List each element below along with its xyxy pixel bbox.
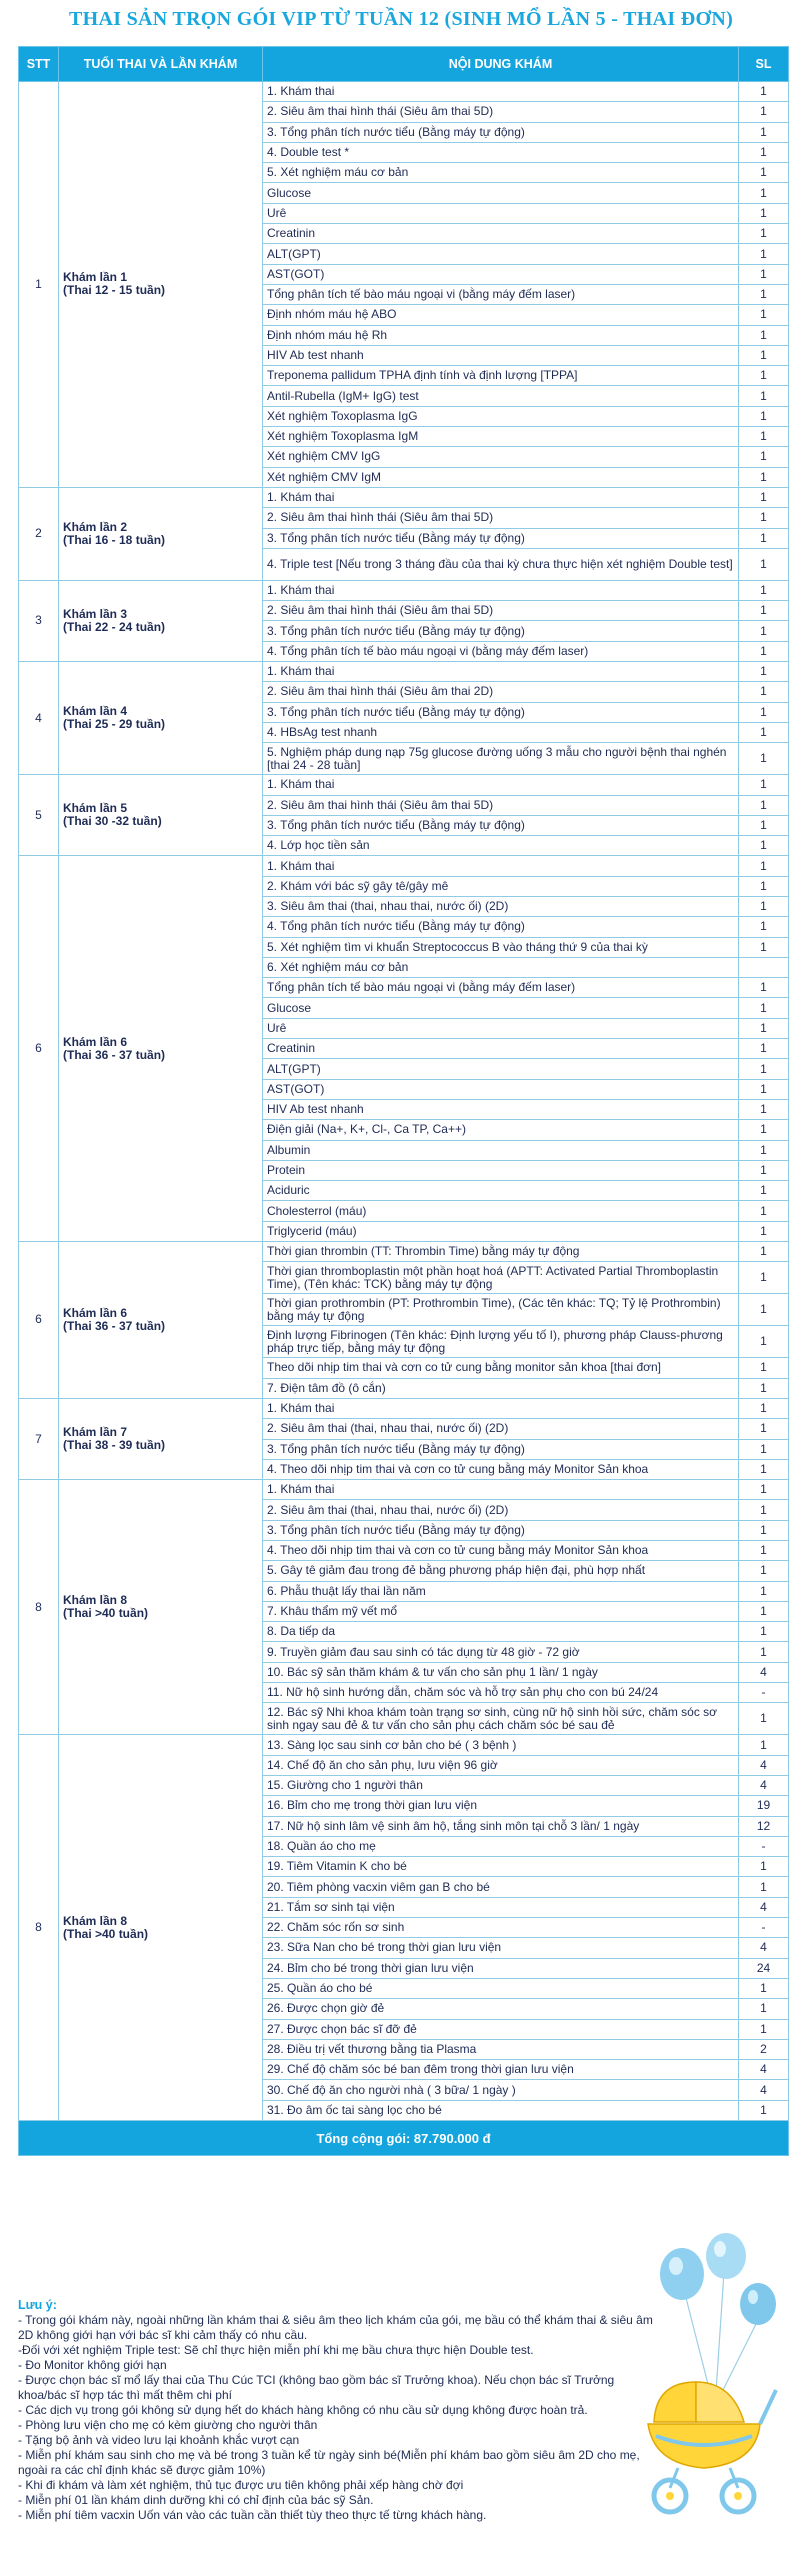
exam-item: 2. Siêu âm thai hình thái (Siêu âm thai 2D) bbox=[263, 682, 739, 702]
baby-carriage-icon bbox=[626, 2232, 786, 2532]
exam-quantity: 1 bbox=[739, 548, 789, 580]
visit-stage bbox=[59, 856, 263, 1242]
exam-item: HIV Ab test nhanh bbox=[263, 345, 739, 365]
exam-item: 8. Da tiếp da bbox=[263, 1622, 739, 1642]
exam-quantity: 4 bbox=[739, 1775, 789, 1795]
note-item: - Tặng bộ ảnh và video lưu lại khoảnh khắc vượt cạn bbox=[18, 2433, 300, 2447]
exam-quantity: 1 bbox=[739, 1120, 789, 1140]
exam-quantity: 1 bbox=[739, 467, 789, 487]
exam-item: Định nhóm máu hệ Rh bbox=[263, 325, 739, 345]
table-row bbox=[19, 1480, 789, 1500]
notes-list bbox=[18, 2313, 658, 2523]
exam-item: HIV Ab test nhanh bbox=[263, 1099, 739, 1119]
exam-quantity: 1 bbox=[739, 1735, 789, 1755]
header-sl: SL bbox=[739, 47, 789, 82]
exam-item: 4. Theo dõi nhịp tim thai và cơn co tử cung bằng máy Monitor Sản khoa bbox=[263, 1459, 739, 1479]
visit-title: Khám lần 8 bbox=[63, 1593, 128, 1608]
exam-item: 25. Quần áo cho bé bbox=[263, 1978, 739, 1998]
exam-quantity: 12 bbox=[739, 1816, 789, 1836]
exam-item: 3. Tổng phân tích nước tiểu (Bằng máy tự động) bbox=[263, 702, 739, 722]
header-content: NỘI DUNG KHÁM bbox=[263, 47, 739, 82]
exam-item: 15. Giường cho 1 người thân bbox=[263, 1775, 739, 1795]
exam-quantity: 1 bbox=[739, 621, 789, 641]
exam-item: 4. Tổng phân tích nước tiểu (Bằng máy tự động) bbox=[263, 917, 739, 937]
exam-item: 1. Khám thai bbox=[263, 1398, 739, 1418]
exam-item: 5. Nghiệm pháp dung nạp 75g glucose đường uống 3 mẫu cho người bệnh thai nghén [thai 24 - 28 tuần] bbox=[263, 743, 739, 775]
exam-quantity: 1 bbox=[739, 917, 789, 937]
table-row bbox=[19, 1242, 789, 1262]
visit-stage bbox=[59, 1735, 263, 2121]
table-row bbox=[19, 856, 789, 876]
exam-item: Creatinin bbox=[263, 224, 739, 244]
exam-quantity: 1 bbox=[739, 1378, 789, 1398]
visit-title: Khám lần 6 bbox=[63, 1305, 128, 1320]
exam-item: Triglycerid (máu) bbox=[263, 1221, 739, 1241]
exam-item: AST(GOT) bbox=[263, 1079, 739, 1099]
exam-item: 4. Triple test [Nếu trong 3 tháng đầu của thai kỳ chưa thực hiện xét nghiệm Double test] bbox=[263, 548, 739, 580]
exam-item: Creatinin bbox=[263, 1039, 739, 1059]
page-title: THAI SẢN TRỌN GÓI VIP TỪ TUẦN 12 (SINH MỔ LẦN 5 - THAI ĐƠN) bbox=[68, 8, 734, 30]
exam-item: 2. Siêu âm thai hình thái (Siêu âm thai 5D) bbox=[263, 102, 739, 122]
exam-quantity: 1 bbox=[739, 183, 789, 203]
exam-quantity: 1 bbox=[739, 345, 789, 365]
header-stt: STT bbox=[19, 47, 59, 82]
exam-quantity: 1 bbox=[739, 1703, 789, 1735]
exam-item: 2. Siêu âm thai hình thái (Siêu âm thai 5D) bbox=[263, 601, 739, 621]
visit-week-range: (Thai 30 -32 tuần) bbox=[63, 814, 162, 829]
exam-quantity: 1 bbox=[739, 702, 789, 722]
exam-item: 14. Chế độ ăn cho sản phụ, lưu viện 96 giờ bbox=[263, 1755, 739, 1775]
table-header-row bbox=[19, 47, 789, 82]
exam-item: 3. Tổng phân tích nước tiểu (Bằng máy tự động) bbox=[263, 1439, 739, 1459]
exam-item: 21. Tắm sơ sinh tại viện bbox=[263, 1897, 739, 1917]
table-row bbox=[19, 1735, 789, 1755]
row-number: 7 bbox=[19, 1398, 59, 1479]
exam-quantity: 1 bbox=[739, 1039, 789, 1059]
exam-quantity: 1 bbox=[739, 142, 789, 162]
exam-item: 3. Tổng phân tích nước tiểu (Bằng máy tự động) bbox=[263, 621, 739, 641]
exam-item: 18. Quần áo cho mẹ bbox=[263, 1836, 739, 1856]
exam-item: Thời gian prothrombin (PT: Prothrombin Time), (Các tên khác: TQ; Tỷ lệ Prothrombin) bằng máy tự động bbox=[263, 1294, 739, 1326]
exam-quantity: 1 bbox=[739, 1294, 789, 1326]
visit-stage bbox=[59, 580, 263, 661]
exam-item: 1. Khám thai bbox=[263, 580, 739, 600]
exam-item: 6. Xét nghiệm máu cơ bản bbox=[263, 957, 739, 977]
exam-item: Tổng phân tích tế bào máu ngoại vi (bằng máy đếm laser) bbox=[263, 978, 739, 998]
exam-quantity: 1 bbox=[739, 743, 789, 775]
exam-quantity: 1 bbox=[739, 896, 789, 916]
exam-quantity: 1 bbox=[739, 1242, 789, 1262]
visit-title: Khám lần 6 bbox=[63, 1034, 128, 1049]
exam-quantity: 1 bbox=[739, 722, 789, 742]
exam-quantity: 1 bbox=[739, 978, 789, 998]
exam-item: Urê bbox=[263, 1018, 739, 1038]
exam-quantity: 4 bbox=[739, 2080, 789, 2100]
exam-quantity: 1 bbox=[739, 2019, 789, 2039]
note-item: - Miễn phí 01 lần khám dinh dưỡng khi có chỉ định của bác sỹ Sản. bbox=[18, 2493, 374, 2507]
exam-item: Thời gian thrombin (TT: Thrombin Time) bằng máy tự động bbox=[263, 1242, 739, 1262]
exam-quantity: 1 bbox=[739, 1079, 789, 1099]
exam-item: Điện giải (Na+, K+, Cl-, Ca TP, Ca++) bbox=[263, 1120, 739, 1140]
exam-item: 3. Tổng phân tích nước tiểu (Bằng máy tự động) bbox=[263, 528, 739, 548]
exam-quantity: 1 bbox=[739, 662, 789, 682]
total-row bbox=[19, 2121, 789, 2156]
exam-item: 11. Nữ hộ sinh hướng dẫn, chăm sóc và hỗ trợ sản phụ cho con bú 24/24 bbox=[263, 1683, 739, 1703]
exam-item: 26. Được chọn giờ đẻ bbox=[263, 1999, 739, 2019]
exam-quantity: 1 bbox=[739, 427, 789, 447]
package-table bbox=[18, 46, 789, 2156]
exam-item: 4. Lớp học tiền sản bbox=[263, 836, 739, 856]
exam-item: Antil-Rubella (IgM+ IgG) test bbox=[263, 386, 739, 406]
exam-item: 2. Siêu âm thai hình thái (Siêu âm thai 5D) bbox=[263, 795, 739, 815]
exam-item: 1. Khám thai bbox=[263, 662, 739, 682]
exam-quantity: 1 bbox=[739, 1857, 789, 1877]
notes-title: Lưu ý: bbox=[18, 2298, 57, 2312]
exam-quantity: - bbox=[739, 1918, 789, 1938]
exam-quantity: 1 bbox=[739, 1541, 789, 1561]
exam-quantity: 1 bbox=[739, 1099, 789, 1119]
exam-item: 2. Khám với bác sỹ gây tê/gây mê bbox=[263, 876, 739, 896]
table-row bbox=[19, 1398, 789, 1418]
visit-week-range: (Thai 16 - 18 tuần) bbox=[63, 532, 166, 547]
exam-item: 1. Khám thai bbox=[263, 856, 739, 876]
exam-item: 3. Tổng phân tích nước tiểu (Bằng máy tự động) bbox=[263, 1520, 739, 1540]
exam-item: 16. Bỉm cho mẹ trong thời gian lưu viện bbox=[263, 1796, 739, 1816]
exam-item: Albumin bbox=[263, 1140, 739, 1160]
exam-quantity: - bbox=[739, 1683, 789, 1703]
exam-quantity: 1 bbox=[739, 2100, 789, 2120]
row-number: 1 bbox=[19, 82, 59, 488]
exam-quantity: 1 bbox=[739, 815, 789, 835]
row-number: 8 bbox=[19, 1480, 59, 1735]
exam-quantity: 1 bbox=[739, 856, 789, 876]
exam-item: Xét nghiệm CMV IgG bbox=[263, 447, 739, 467]
exam-quantity: 4 bbox=[739, 1755, 789, 1775]
exam-quantity: 4 bbox=[739, 1662, 789, 1682]
exam-item: Định nhóm máu hệ ABO bbox=[263, 305, 739, 325]
visit-stage bbox=[59, 662, 263, 775]
table-row bbox=[19, 82, 789, 102]
visit-stage bbox=[59, 775, 263, 856]
exam-item: Glucose bbox=[263, 998, 739, 1018]
exam-item: 3. Tổng phân tích nước tiểu (Bằng máy tự động) bbox=[263, 122, 739, 142]
exam-quantity: 1 bbox=[739, 163, 789, 183]
exam-item: 7. Điện tâm đồ (ô cắn) bbox=[263, 1378, 739, 1398]
exam-quantity: 1 bbox=[739, 406, 789, 426]
visit-stage bbox=[59, 487, 263, 580]
exam-item: Aciduric bbox=[263, 1181, 739, 1201]
exam-item: 4. HBsAg test nhanh bbox=[263, 722, 739, 742]
exam-item: 30. Chế độ ăn cho người nhà ( 3 bữa/ 1 ngày ) bbox=[263, 2080, 739, 2100]
exam-item: 22. Chăm sóc rốn sơ sinh bbox=[263, 1918, 739, 1938]
exam-quantity: 1 bbox=[739, 1480, 789, 1500]
exam-quantity: 1 bbox=[739, 876, 789, 896]
exam-quantity: 1 bbox=[739, 1326, 789, 1358]
table-row bbox=[19, 487, 789, 507]
exam-quantity: 1 bbox=[739, 487, 789, 507]
exam-item: 13. Sàng lọc sau sinh cơ bản cho bé ( 3 bệnh ) bbox=[263, 1735, 739, 1755]
exam-quantity bbox=[739, 957, 789, 977]
visit-week-range: (Thai 25 - 29 tuần) bbox=[63, 717, 166, 732]
row-number: 8 bbox=[19, 1735, 59, 2121]
balloon-icon bbox=[706, 2233, 746, 2279]
visit-title: Khám lần 8 bbox=[63, 1913, 128, 1928]
table-row bbox=[19, 662, 789, 682]
exam-quantity: 1 bbox=[739, 386, 789, 406]
row-number: 3 bbox=[19, 580, 59, 661]
total-price: Tổng cộng gói: 87.790.000 đ bbox=[19, 2121, 789, 2156]
exam-quantity: 4 bbox=[739, 2060, 789, 2080]
exam-item: 23. Sữa Nan cho bé trong thời gian lưu viện bbox=[263, 1938, 739, 1958]
exam-item: 4. Tổng phân tích tế bào máu ngoại vi (bằng máy đếm laser) bbox=[263, 641, 739, 661]
exam-quantity: 1 bbox=[739, 1059, 789, 1079]
visit-week-range: (Thai 36 - 37 tuần) bbox=[63, 1318, 166, 1333]
note-item: - Miễn phí tiêm vacxin Uốn ván vào các tuần cần thiết tùy theo thực tế từng khách hàng. bbox=[18, 2508, 487, 2522]
visit-week-range: (Thai 38 - 39 tuần) bbox=[63, 1438, 166, 1453]
balloon-icon bbox=[740, 2283, 776, 2325]
exam-item: Urê bbox=[263, 203, 739, 223]
exam-quantity: - bbox=[739, 1836, 789, 1856]
visit-week-range: (Thai 36 - 37 tuần) bbox=[63, 1047, 166, 1062]
exam-quantity: 1 bbox=[739, 580, 789, 600]
exam-item: Định lượng Fibrinogen (Tên khác: Định lượng yếu tố I), phương pháp Clauss-phương pháp trực tiếp, bằng máy tự động bbox=[263, 1326, 739, 1358]
exam-item: 1. Khám thai bbox=[263, 1480, 739, 1500]
exam-item: 5. Xét nghiệm máu cơ bản bbox=[263, 163, 739, 183]
exam-quantity: 1 bbox=[739, 1520, 789, 1540]
exam-item: 9. Truyền giảm đau sau sinh có tác dụng từ 48 giờ - 72 giờ bbox=[263, 1642, 739, 1662]
exam-item: 5. Xét nghiệm tìm vi khuẩn Streptococcus B vào tháng thứ 9 của thai kỳ bbox=[263, 937, 739, 957]
exam-quantity: 1 bbox=[739, 366, 789, 386]
notes-section bbox=[18, 2298, 658, 2523]
exam-item: ALT(GPT) bbox=[263, 244, 739, 264]
exam-quantity: 1 bbox=[739, 224, 789, 244]
exam-quantity: 1 bbox=[739, 82, 789, 102]
exam-quantity: 1 bbox=[739, 1978, 789, 1998]
exam-item: 12. Bác sỹ Nhi khoa khám toàn trạng sơ sinh, cùng nữ hộ sinh hồi sức, chăm sóc sơ sinh ngay sau đẻ & tư vấn cho sản phụ cách chăm sóc bé sau đẻ bbox=[263, 1703, 739, 1735]
exam-quantity: 1 bbox=[739, 1999, 789, 2019]
exam-quantity: 1 bbox=[739, 1561, 789, 1581]
visit-stage bbox=[59, 82, 263, 488]
visit-title: Khám lần 5 bbox=[63, 801, 128, 816]
exam-quantity: 1 bbox=[739, 1018, 789, 1038]
visit-week-range: (Thai >40 tuần) bbox=[63, 1606, 149, 1621]
exam-item: 24. Bỉm cho bé trong thời gian lưu viện bbox=[263, 1958, 739, 1978]
exam-quantity: 4 bbox=[739, 1938, 789, 1958]
exam-quantity: 1 bbox=[739, 601, 789, 621]
exam-quantity: 1 bbox=[739, 325, 789, 345]
row-number: 5 bbox=[19, 775, 59, 856]
exam-item: 4. Double test * bbox=[263, 142, 739, 162]
exam-quantity: 1 bbox=[739, 775, 789, 795]
exam-item: ALT(GPT) bbox=[263, 1059, 739, 1079]
visit-stage bbox=[59, 1480, 263, 1735]
header-stage: TUỔI THAI VÀ LẦN KHÁM bbox=[59, 47, 263, 82]
exam-quantity: 1 bbox=[739, 1581, 789, 1601]
exam-item: 6. Phẫu thuật lấy thai lần năm bbox=[263, 1581, 739, 1601]
exam-item: 31. Đo âm ốc tai sàng lọc cho bé bbox=[263, 2100, 739, 2120]
visit-stage bbox=[59, 1398, 263, 1479]
exam-item: Cholesterrol (máu) bbox=[263, 1201, 739, 1221]
exam-quantity: 1 bbox=[739, 528, 789, 548]
exam-item: 10. Bác sỹ sản thăm khám & tư vấn cho sản phụ 1 lần/ 1 ngày bbox=[263, 1662, 739, 1682]
note-item: - Được chọn bác sĩ mổ lấy thai của Thu Cúc TCI (không bao gồm bác sĩ Trưởng khoa). Nếu chọn bác sĩ Trưởng khoa/bác sĩ hợp tác thì mất thêm chi phí bbox=[18, 2373, 615, 2402]
exam-quantity: 1 bbox=[739, 795, 789, 815]
exam-item: 7. Khâu thẩm mỹ vết mổ bbox=[263, 1601, 739, 1621]
visit-week-range: (Thai >40 tuần) bbox=[63, 1926, 149, 1941]
exam-quantity: 1 bbox=[739, 1877, 789, 1897]
note-item: - Đo Monitor không giới hạn bbox=[18, 2358, 167, 2372]
exam-item: Thời gian thromboplastin một phần hoạt hoá (APTT: Activated Partial Thromboplastin Time), (Tên khác: TCK) bằng máy tự động bbox=[263, 1262, 739, 1294]
exam-quantity: 1 bbox=[739, 284, 789, 304]
exam-quantity: 1 bbox=[739, 1622, 789, 1642]
exam-quantity: 1 bbox=[739, 1398, 789, 1418]
exam-item: 29. Chế độ chăm sóc bé ban đêm trong thời gian lưu viện bbox=[263, 2060, 739, 2080]
table-row bbox=[19, 775, 789, 795]
row-number: 4 bbox=[19, 662, 59, 775]
exam-item: 1. Khám thai bbox=[263, 775, 739, 795]
exam-item: 2. Siêu âm thai hình thái (Siêu âm thai 5D) bbox=[263, 508, 739, 528]
exam-quantity: 1 bbox=[739, 1181, 789, 1201]
exam-item: Xét nghiệm CMV IgM bbox=[263, 467, 739, 487]
exam-quantity: 1 bbox=[739, 998, 789, 1018]
exam-quantity: 1 bbox=[739, 508, 789, 528]
exam-item: 1. Khám thai bbox=[263, 82, 739, 102]
exam-quantity: 1 bbox=[739, 1140, 789, 1160]
exam-item: 3. Siêu âm thai (thai, nhau thai, nước ối) (2D) bbox=[263, 896, 739, 916]
exam-quantity: 1 bbox=[739, 1419, 789, 1439]
exam-quantity: 1 bbox=[739, 1221, 789, 1241]
note-item: - Miễn phí khám sau sinh cho mẹ và bé trong 3 tuần kể từ ngày sinh bé(Miễn phí khám bao gồm siêu âm 2D cho mẹ, ngoài ra các chỉ định khác sẽ được giảm 10%) bbox=[18, 2448, 640, 2477]
exam-quantity: 1 bbox=[739, 1439, 789, 1459]
visit-title: Khám lần 2 bbox=[63, 519, 128, 534]
exam-quantity: 1 bbox=[739, 937, 789, 957]
exam-quantity: 2 bbox=[739, 2039, 789, 2059]
exam-quantity: 1 bbox=[739, 305, 789, 325]
exam-quantity: 1 bbox=[739, 122, 789, 142]
exam-item: 2. Siêu âm thai (thai, nhau thai, nước ối) (2D) bbox=[263, 1500, 739, 1520]
exam-item: Protein bbox=[263, 1160, 739, 1180]
visit-week-range: (Thai 12 - 15 tuần) bbox=[63, 283, 166, 298]
exam-quantity: 1 bbox=[739, 102, 789, 122]
exam-quantity: 1 bbox=[739, 244, 789, 264]
baby-carriage-illustration bbox=[626, 2232, 786, 2532]
note-item: -Đối với xét nghiệm Triple test: Sẽ chỉ thực hiện miễn phí khi mẹ bầu chưa thực hiện Double test. bbox=[18, 2343, 534, 2357]
note-item: - Phòng lưu viện cho mẹ có kèm giường cho người thân bbox=[18, 2418, 318, 2432]
exam-item: Treponema pallidum TPHA định tính và định lượng [TPPA] bbox=[263, 366, 739, 386]
visit-title: Khám lần 7 bbox=[63, 1425, 128, 1440]
balloon-icon bbox=[660, 2248, 704, 2300]
table-row bbox=[19, 580, 789, 600]
exam-item: 5. Gây tê giảm đau trong đẻ bằng phương pháp hiện đại, phù hợp nhất bbox=[263, 1561, 739, 1581]
exam-quantity: 1 bbox=[739, 447, 789, 467]
exam-item: Glucose bbox=[263, 183, 739, 203]
note-item: - Các dịch vụ trong gói không sử dụng hết do khách hàng không có nhu cầu sử dụng không được hoàn trả. bbox=[18, 2403, 588, 2417]
exam-quantity: 1 bbox=[739, 682, 789, 702]
table-body bbox=[19, 82, 789, 2121]
exam-item: Tổng phân tích tế bào máu ngoại vi (bằng máy đếm laser) bbox=[263, 284, 739, 304]
exam-item: 27. Được chọn bác sĩ đỡ đẻ bbox=[263, 2019, 739, 2039]
exam-quantity: 1 bbox=[739, 1642, 789, 1662]
exam-item: 2. Siêu âm thai (thai, nhau thai, nước ối) (2D) bbox=[263, 1419, 739, 1439]
exam-item: Xét nghiệm Toxoplasma IgG bbox=[263, 406, 739, 426]
exam-quantity: 4 bbox=[739, 1897, 789, 1917]
exam-quantity: 1 bbox=[739, 1601, 789, 1621]
exam-quantity: 24 bbox=[739, 1958, 789, 1978]
exam-item: Theo dõi nhịp tim thai và cơn co tử cung bằng monitor sản khoa [thai đơn] bbox=[263, 1358, 739, 1378]
visit-title: Khám lần 3 bbox=[63, 606, 128, 621]
exam-quantity: 1 bbox=[739, 1160, 789, 1180]
exam-quantity: 1 bbox=[739, 836, 789, 856]
exam-item: 17. Nữ hộ sinh lâm vệ sinh âm hộ, tắng sinh môn tại chỗ 3 lần/ 1 ngày bbox=[263, 1816, 739, 1836]
exam-item: 20. Tiêm phòng vacxin viêm gan B cho bé bbox=[263, 1877, 739, 1897]
exam-item: Xét nghiệm Toxoplasma IgM bbox=[263, 427, 739, 447]
visit-title: Khám lần 4 bbox=[63, 704, 128, 719]
visit-title: Khám lần 1 bbox=[63, 270, 128, 285]
exam-quantity: 1 bbox=[739, 1459, 789, 1479]
exam-quantity: 1 bbox=[739, 1262, 789, 1294]
exam-item: 1. Khám thai bbox=[263, 487, 739, 507]
row-number: 6 bbox=[19, 1242, 59, 1399]
exam-item: 28. Điều trị vết thương bằng tia Plasma bbox=[263, 2039, 739, 2059]
row-number: 2 bbox=[19, 487, 59, 580]
exam-quantity: 1 bbox=[739, 641, 789, 661]
exam-quantity: 1 bbox=[739, 1500, 789, 1520]
exam-quantity: 1 bbox=[739, 1358, 789, 1378]
exam-quantity: 1 bbox=[739, 1201, 789, 1221]
exam-quantity: 19 bbox=[739, 1796, 789, 1816]
visit-week-range: (Thai 22 - 24 tuần) bbox=[63, 619, 166, 634]
exam-item: 4. Theo dõi nhịp tim thai và cơn co tử cung bằng máy Monitor Sản khoa bbox=[263, 1541, 739, 1561]
exam-item: 19. Tiêm Vitamin K cho bé bbox=[263, 1857, 739, 1877]
exam-item: AST(GOT) bbox=[263, 264, 739, 284]
row-number: 6 bbox=[19, 856, 59, 1242]
exam-quantity: 1 bbox=[739, 264, 789, 284]
visit-stage bbox=[59, 1242, 263, 1399]
exam-quantity: 1 bbox=[739, 203, 789, 223]
exam-item: 3. Tổng phân tích nước tiểu (Bằng máy tự động) bbox=[263, 815, 739, 835]
note-item: - Trong gói khám này, ngoài những lần khám thai & siêu âm theo lịch khám của gói, mẹ bầu có thể khám thai & siêu âm 2D không giới hạn với bác sĩ khi cảm thấy có nhu cầu. bbox=[18, 2313, 653, 2342]
note-item: - Khi đi khám và làm xét nghiệm, thủ tục được ưu tiên không phải xếp hàng chờ đợi bbox=[18, 2478, 464, 2492]
